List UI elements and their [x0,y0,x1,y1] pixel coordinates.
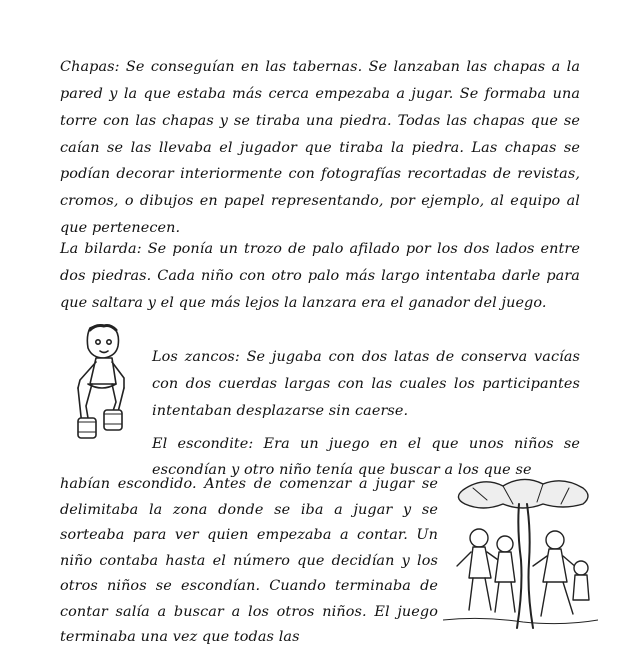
paragraph-chapas: Chapas: Se conseguían en las tabernas. Se lanzaban las chapas a la pared y la que estaba más cerca empezaba a jugar. Se formaba una torre con las chapas y se tiraba una piedra. Todas las chapas que se caían se las llevaba el jugador que tiraba la piedra. Las chapas se podían decorar interiormente con fotografías recortadas de revistas, cromos, o dibujos en papel representando, por ejemplo, al equipo al que pertenecen. [60,59,580,236]
children-playing-under-tree-illustration [443,470,598,630]
paragraph-escondite-intro: El escondite: Era un juego en el que unos niños se escondían y otro niño tenía que buscar a los que se [152,436,580,478]
paragraph-bilarda: La bilarda: Se ponía un trozo de palo afilado por los dos lados entre dos piedras. Cada niño con otro palo más largo intentaba darle para que saltara y el que más lejos la lanzara era el ganador del juego. [60,241,580,311]
paragraph-escondite-rest: habían escondido. Antes de comenzar a jugar se delimitaba la zona donde se iba a jugar y se sorteaba para ver quien empezaba a contar. Un niño contaba hasta el número que decidían y los otros niños se escondían. Cuando terminaba de contar salía a buscar a los otros niños. El juego terminaba una vez que todas las [60,476,438,646]
paragraph-zancos: Los zancos: Se jugaba con dos latas de conserva vacías con dos cuerdas largas con las cuales los participantes intentaban desplazarse sin caerse. [152,349,580,419]
boy-on-tin-stilts-illustration [60,322,142,442]
